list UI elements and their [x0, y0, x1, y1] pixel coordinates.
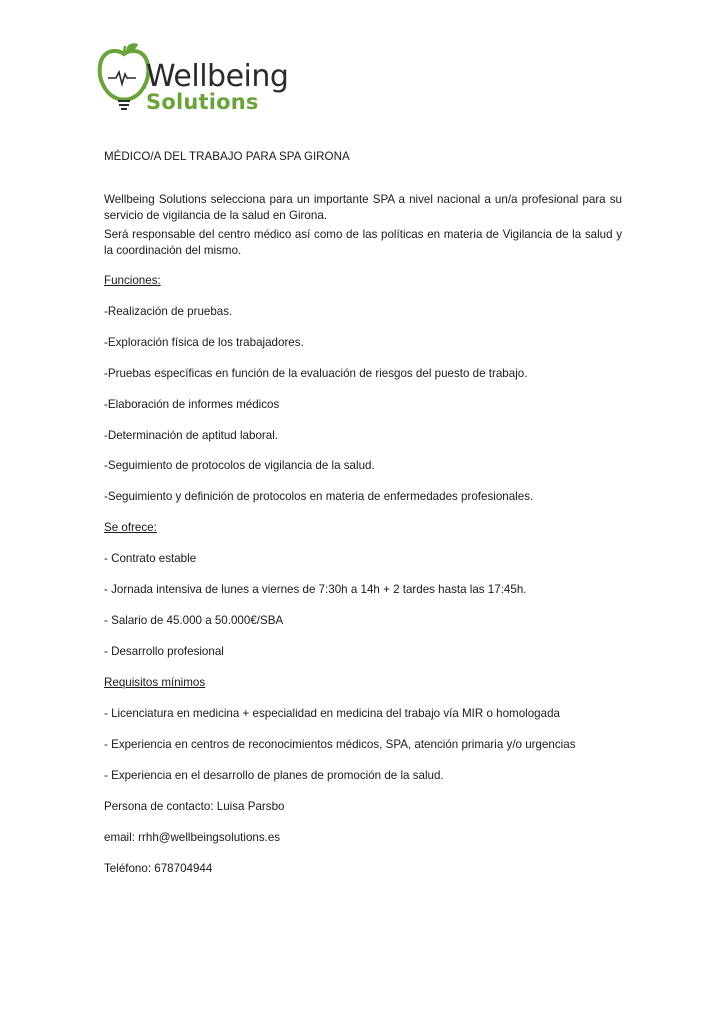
- funcion-item: -Determinación de aptitud laboral.: [104, 429, 279, 442]
- intro-paragraph: Wellbeing Solutions selecciona para un importante SPA a nivel nacional a un/a profesional para su servicio de vigilancia de la salud en Girona.: [104, 192, 622, 222]
- ofrece-item: - Contrato estable: [104, 552, 197, 565]
- ofrece-heading: Se ofrece:: [104, 521, 157, 534]
- logo-text-solutions: Solutions: [146, 90, 259, 114]
- requisito-item: - Experiencia en centros de reconocimientos médicos, SPA, atención primaria y/o urgencias: [104, 738, 576, 751]
- funcion-item: -Seguimiento y definición de protocolos en materia de enfermedades profesionales.: [104, 490, 534, 503]
- logo-text-wellbeing: Wellbeing: [146, 59, 289, 94]
- contact-person: Persona de contacto: Luisa Parsbo: [104, 800, 285, 813]
- requisito-item: - Licenciatura en medicina + especialidad en medicina del trabajo vía MIR o homologada: [104, 707, 560, 720]
- funciones-heading: Funciones:: [104, 274, 161, 287]
- requisitos-heading: Requisitos mínimos: [104, 676, 206, 689]
- funcion-item: -Exploración física de los trabajadores.: [104, 336, 304, 349]
- requisito-item: - Experiencia en el desarrollo de planes de promoción de la salud.: [104, 769, 444, 782]
- ofrece-item: - Salario de 45.000 a 50.000€/SBA: [104, 614, 284, 627]
- funcion-item: -Realización de pruebas.: [104, 305, 233, 318]
- contact-email: email: rrhh@wellbeingsolutions.es: [104, 831, 281, 844]
- ofrece-item: - Desarrollo profesional: [104, 645, 224, 658]
- funcion-item: -Elaboración de informes médicos: [104, 398, 280, 411]
- funcion-item: -Seguimiento de protocolos de vigilancia de la salud.: [104, 459, 375, 472]
- company-logo: [96, 40, 296, 120]
- funcion-item: -Pruebas específicas en función de la evaluación de riesgos del puesto de trabajo.: [104, 367, 528, 380]
- contact-phone: Teléfono: 678704944: [104, 862, 213, 875]
- apple-heartbeat-icon: [96, 40, 152, 116]
- page-title: MÉDICO/A DEL TRABAJO PARA SPA GIRONA: [104, 150, 350, 163]
- responsibility-paragraph: Será responsable del centro médico así como de las políticas en materia de Vigilancia de la salud y la coordinación del mismo.: [104, 228, 622, 257]
- ofrece-item: - Jornada intensiva de lunes a viernes de 7:30h a 14h + 2 tardes hasta las 17:45h.: [104, 583, 527, 596]
